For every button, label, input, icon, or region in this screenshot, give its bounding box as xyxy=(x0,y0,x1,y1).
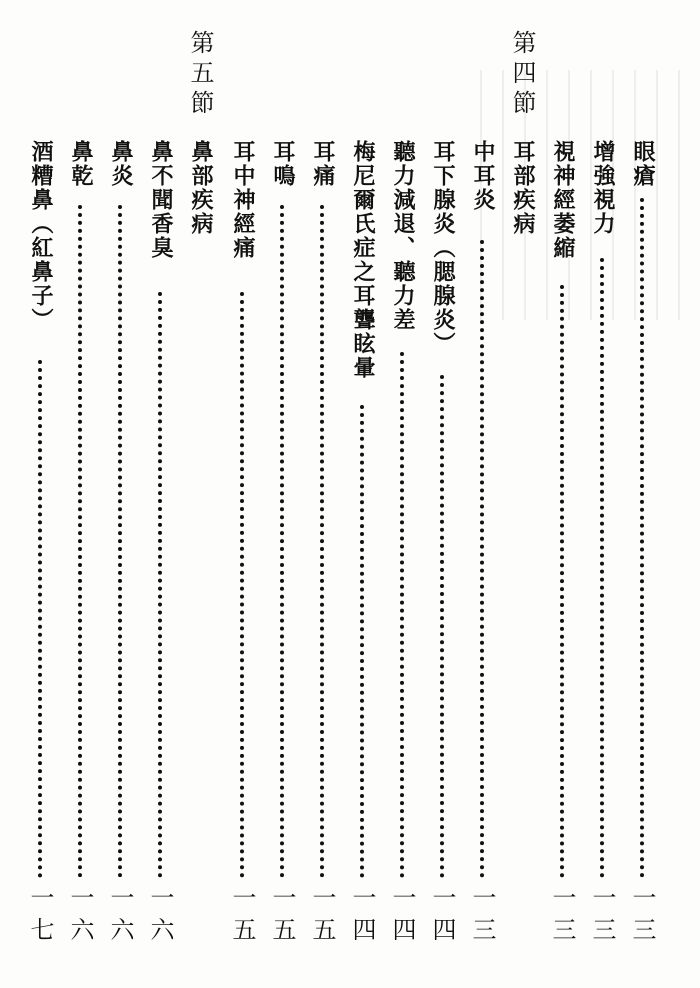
dot-leader xyxy=(118,205,126,878)
toc-entry-title: 耳鳴 xyxy=(270,140,295,188)
toc-entry xyxy=(227,0,257,988)
toc-entry-page: 一六 xyxy=(106,885,134,949)
toc-entry xyxy=(427,0,457,988)
toc-entry-title: 中耳炎 xyxy=(470,140,495,212)
toc-entry xyxy=(547,0,577,988)
toc-entry-page: 一五 xyxy=(228,885,256,949)
dot-leader xyxy=(440,375,448,878)
toc-entry xyxy=(145,0,175,988)
toc-entry xyxy=(387,0,417,988)
dot-leader xyxy=(240,292,248,878)
toc-entry-page: 一四 xyxy=(348,885,376,949)
section-number: 第五節 xyxy=(186,30,214,120)
dot-leader xyxy=(600,258,608,878)
dot-leader xyxy=(640,198,648,878)
dot-leader xyxy=(320,205,328,878)
section-heading-column xyxy=(185,0,215,988)
toc-entry-title: 鼻乾 xyxy=(68,140,93,188)
toc-entry-title: 耳痛 xyxy=(310,140,335,188)
toc-entry-page: 一三 xyxy=(468,885,496,949)
toc-entry-title: 耳下腺炎（腮腺炎） xyxy=(430,140,455,356)
toc-entry xyxy=(347,0,377,988)
dot-leader xyxy=(158,292,166,878)
toc-entry-page: 一三 xyxy=(548,885,576,949)
toc-entry xyxy=(467,0,497,988)
dot-leader xyxy=(280,205,288,878)
section-title: 鼻部疾病 xyxy=(188,140,213,236)
toc-entry-page: 一七 xyxy=(26,885,54,949)
toc-entry xyxy=(267,0,297,988)
toc-entry-page: 一六 xyxy=(66,885,94,949)
dot-leader xyxy=(360,405,368,878)
toc-entry xyxy=(105,0,135,988)
toc-entry-title: 增強視力 xyxy=(590,140,615,236)
dot-leader xyxy=(560,285,568,878)
toc-entry-page: 一五 xyxy=(268,885,296,949)
toc-entry-page: 一四 xyxy=(388,885,416,949)
toc-entry-page: 一六 xyxy=(146,885,174,949)
toc-entry xyxy=(25,0,55,988)
toc-entry xyxy=(65,0,95,988)
toc-entry-title: 耳中神經痛 xyxy=(230,140,255,260)
toc-entry-title: 視神經萎縮 xyxy=(550,140,575,260)
section-heading-column xyxy=(507,0,537,988)
toc-entry-title: 眼瘡 xyxy=(630,140,655,188)
dot-leader xyxy=(400,352,408,878)
toc-entry-page: 一四 xyxy=(428,885,456,949)
toc-entry-title: 酒糟鼻（紅鼻子） xyxy=(28,140,53,332)
dot-leader xyxy=(78,205,86,878)
toc-entry-title: 聽力減退、聽力差 xyxy=(390,140,415,332)
section-number: 第四節 xyxy=(508,30,536,120)
toc-entry-page: 一三 xyxy=(628,885,656,949)
toc-entry-title: 鼻不聞香臭 xyxy=(148,140,173,260)
dot-leader xyxy=(480,240,488,878)
toc-entry-title: 梅尼爾氏症之耳聾眩暈 xyxy=(350,140,375,380)
toc-entry-page: 一五 xyxy=(308,885,336,949)
toc-entry xyxy=(587,0,617,988)
toc-entry xyxy=(307,0,337,988)
section-title: 耳部疾病 xyxy=(510,140,535,236)
toc-entry-title: 鼻炎 xyxy=(108,140,133,188)
toc-entry xyxy=(627,0,657,988)
toc-entry-page: 一三 xyxy=(588,885,616,949)
dot-leader xyxy=(38,360,46,878)
